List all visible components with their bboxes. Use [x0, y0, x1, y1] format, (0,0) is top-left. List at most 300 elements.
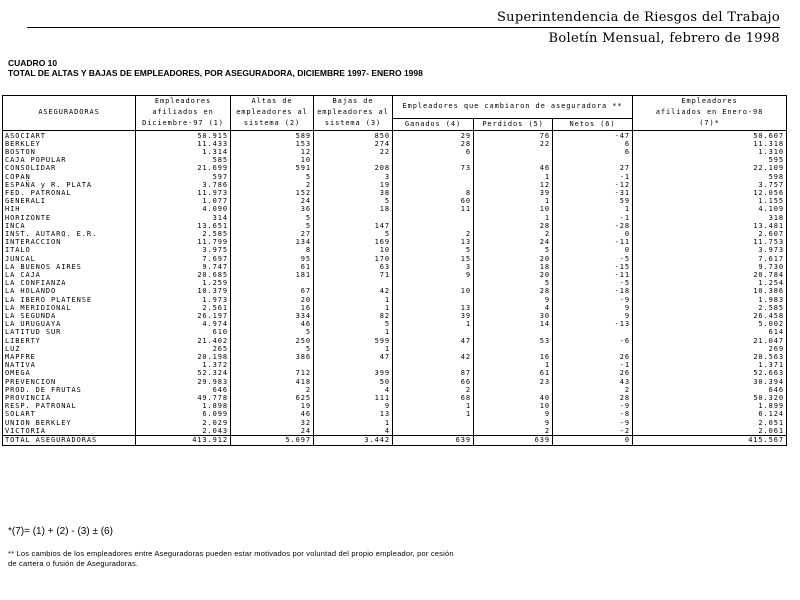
cell-aseguradora: LIBERTY: [3, 337, 136, 345]
cell-bajas: 71: [314, 271, 393, 279]
cell-bajas: 5: [314, 230, 393, 238]
cell-ganados: 10: [393, 287, 474, 295]
cell-afiliados-dic97: 49.778: [136, 394, 231, 402]
cell-ganados: [393, 214, 474, 222]
cell-aseguradora: PROVINCIA: [3, 394, 136, 402]
cell-afiliados-ene98: 1.310: [633, 148, 787, 156]
cell-perdidos: 9: [474, 410, 553, 418]
cell-ganados: [393, 345, 474, 353]
cell-perdidos: 1: [474, 214, 553, 222]
cell-bajas: 1: [314, 296, 393, 304]
cell-bajas: 274: [314, 140, 393, 148]
cell-afiliados-dic97: 20.198: [136, 353, 231, 361]
cell-afiliados-ene98: 22.109: [633, 164, 787, 172]
cell-ganados: 13: [393, 304, 474, 312]
table-caption: [8, 58, 423, 78]
cell-ganados: [393, 173, 474, 181]
cell-altas: 2: [231, 386, 314, 394]
col-header-1-line1: Empleadores: [136, 96, 231, 108]
cell-afiliados-ene98: 2.051: [633, 419, 787, 427]
col-header-perdidos: Perdidos (5): [474, 118, 553, 130]
cell-ganados: 6: [393, 148, 474, 156]
table-row: [3, 181, 787, 189]
table-row: [3, 378, 787, 386]
cell-altas: 20: [231, 296, 314, 304]
cell-altas: [231, 279, 314, 287]
table-row: [3, 427, 787, 436]
cell-afiliados-ene98: 1.899: [633, 402, 787, 410]
cell-afiliados-ene98: 5.002: [633, 320, 787, 328]
cell-netos: [553, 345, 633, 353]
cell-afiliados-ene98: 646: [633, 386, 787, 394]
col-header-netos: Netos (6): [553, 118, 633, 130]
cell-perdidos: 28: [474, 287, 553, 295]
cell-bajas: 147: [314, 222, 393, 230]
cell-altas: 61: [231, 263, 314, 271]
cell-bajas: [314, 279, 393, 287]
cell-ganados: 47: [393, 337, 474, 345]
cell-afiliados-dic97: 20.685: [136, 271, 231, 279]
table-row: [3, 205, 787, 213]
cell-afiliados-ene98: 13.481: [633, 222, 787, 230]
table-row: [3, 279, 787, 287]
table-row: [3, 189, 787, 197]
cell-altas: 95: [231, 255, 314, 263]
cell-afiliados-dic97: 9.747: [136, 263, 231, 271]
cell-afiliados-dic97: 11.799: [136, 238, 231, 246]
cell-perdidos: 23: [474, 378, 553, 386]
cell-afiliados-dic97: 1.372: [136, 361, 231, 369]
cell-aseguradora: OMEGA: [3, 369, 136, 377]
cell-netos: -9: [553, 419, 633, 427]
cell-netos: 6: [553, 140, 633, 148]
cell-afiliados-ene98: 1.983: [633, 296, 787, 304]
cell-ganados: [393, 279, 474, 287]
cell-altas: 250: [231, 337, 314, 345]
total-afiliados-dic97: 413.912: [136, 436, 231, 446]
cell-afiliados-dic97: 585: [136, 156, 231, 164]
cell-bajas: 18: [314, 205, 393, 213]
cell-aseguradora: JUNCAL: [3, 255, 136, 263]
cell-afiliados-dic97: 2.561: [136, 304, 231, 312]
col-header-7-line2: afiliados en Enero-98: [633, 107, 787, 118]
table-row: [3, 238, 787, 246]
cell-altas: 46: [231, 410, 314, 418]
col-header-3-line1: Bajas de: [314, 96, 393, 108]
cell-afiliados-dic97: 597: [136, 173, 231, 181]
cell-afiliados-dic97: 314: [136, 214, 231, 222]
total-ganados: 639: [393, 436, 474, 446]
cell-perdidos: 1: [474, 173, 553, 181]
cell-aseguradora: VICTORIA: [3, 427, 136, 436]
cell-altas: 5: [231, 214, 314, 222]
table-row: [3, 263, 787, 271]
cell-bajas: 13: [314, 410, 393, 418]
table-row: [3, 230, 787, 238]
cell-altas: 5: [231, 173, 314, 181]
cell-aseguradora: LA CAJA: [3, 271, 136, 279]
cell-perdidos: 24: [474, 238, 553, 246]
cell-aseguradora: LA URUGUAYA: [3, 320, 136, 328]
cell-afiliados-ene98: 598: [633, 173, 787, 181]
table-row: [3, 246, 787, 254]
cell-aseguradora: BERKLEY: [3, 140, 136, 148]
table-row: [3, 402, 787, 410]
cell-ganados: 1: [393, 410, 474, 418]
cell-afiliados-dic97: 646: [136, 386, 231, 394]
cell-afiliados-ene98: 3.757: [633, 181, 787, 189]
table-row: [3, 130, 787, 140]
table-row: [3, 271, 787, 279]
table-row: [3, 164, 787, 172]
cell-netos: 9: [553, 304, 633, 312]
cell-afiliados-ene98: 3.973: [633, 246, 787, 254]
table-row: [3, 222, 787, 230]
cell-altas: 27: [231, 230, 314, 238]
cell-netos: 0: [553, 246, 633, 254]
cell-afiliados-dic97: 50.915: [136, 130, 231, 140]
total-aseguradora: TOTAL ASEGURADORAS: [3, 436, 136, 446]
cell-afiliados-dic97: 1.259: [136, 279, 231, 287]
cell-perdidos: 20: [474, 255, 553, 263]
cell-perdidos: 30: [474, 312, 553, 320]
cell-bajas: [314, 214, 393, 222]
cell-afiliados-ene98: 21.047: [633, 337, 787, 345]
cell-ganados: [393, 181, 474, 189]
col-header-7-line3: (7)*: [633, 118, 787, 130]
cell-afiliados-ene98: 20.563: [633, 353, 787, 361]
cell-netos: 28: [553, 394, 633, 402]
table-row: [3, 369, 787, 377]
cell-aseguradora: LUZ: [3, 345, 136, 353]
table-row: [3, 197, 787, 205]
cell-bajas: 5: [314, 197, 393, 205]
total-bajas: 3.442: [314, 436, 393, 446]
cell-aseguradora: ESPAÑA y R. PLATA: [3, 181, 136, 189]
cell-afiliados-dic97: 1.898: [136, 402, 231, 410]
cell-bajas: 9: [314, 402, 393, 410]
cell-afiliados-ene98: 20.784: [633, 271, 787, 279]
col-header-2-line2: empleadores al: [231, 107, 314, 118]
table-row: [3, 386, 787, 394]
cell-netos: -31: [553, 189, 633, 197]
cell-netos: -47: [553, 130, 633, 140]
cell-netos: -5: [553, 255, 633, 263]
publication-subtitle: Boletín Mensual, febrero de 1998: [548, 31, 780, 46]
cell-aseguradora: BOSTON: [3, 148, 136, 156]
cell-perdidos: 16: [474, 353, 553, 361]
cell-netos: -28: [553, 222, 633, 230]
cell-altas: 8: [231, 246, 314, 254]
col-header-7-line1: Empleadores: [633, 96, 787, 108]
col-header-1-line3: Diciembre-97 (1): [136, 118, 231, 130]
cell-ganados: 29: [393, 130, 474, 140]
cell-bajas: 42: [314, 287, 393, 295]
cell-bajas: 1: [314, 345, 393, 353]
cell-bajas: 4: [314, 386, 393, 394]
cell-aseguradora: NATIVA: [3, 361, 136, 369]
cell-afiliados-dic97: 2.043: [136, 427, 231, 436]
cell-aseguradora: LA BUENOS AIRES: [3, 263, 136, 271]
cell-bajas: 399: [314, 369, 393, 377]
cell-ganados: 39: [393, 312, 474, 320]
cell-ganados: 5: [393, 246, 474, 254]
cell-altas: 24: [231, 197, 314, 205]
cell-afiliados-ene98: 269: [633, 345, 787, 353]
total-netos: 0: [553, 436, 633, 446]
changes-footnote-line1: ** Los cambios de los empleadores entre Aseguradoras pueden estar motivados por voluntad del propio empleador, por cesión: [8, 549, 454, 558]
cell-perdidos: 1: [474, 361, 553, 369]
cell-perdidos: 12: [474, 181, 553, 189]
cell-altas: 5: [231, 328, 314, 336]
cell-bajas: 599: [314, 337, 393, 345]
cell-perdidos: 10: [474, 402, 553, 410]
cell-ganados: 3: [393, 263, 474, 271]
cell-ganados: 9: [393, 271, 474, 279]
cell-aseguradora: HIH: [3, 205, 136, 213]
cell-aseguradora: LA IBERO PLATENSE: [3, 296, 136, 304]
table-title: TOTAL DE ALTAS Y BAJAS DE EMPLEADORES, POR ASEGURADORA, DICIEMBRE 1997- ENERO 1998: [8, 68, 423, 78]
cell-afiliados-dic97: 610: [136, 328, 231, 336]
col-header-3-line3: sistema (3): [314, 118, 393, 130]
cell-afiliados-ene98: 11.318: [633, 140, 787, 148]
cell-netos: 59: [553, 197, 633, 205]
cell-ganados: [393, 222, 474, 230]
table-row: [3, 410, 787, 418]
cell-perdidos: 9: [474, 419, 553, 427]
cell-altas: 589: [231, 130, 314, 140]
cell-perdidos: 18: [474, 263, 553, 271]
cell-perdidos: 14: [474, 320, 553, 328]
cell-bajas: 38: [314, 189, 393, 197]
cell-aseguradora: INTERACCION: [3, 238, 136, 246]
cell-altas: 24: [231, 427, 314, 436]
col-header-group: Empleadores que cambiaron de aseguradora **: [393, 96, 633, 119]
table-row: [3, 328, 787, 336]
cell-afiliados-ene98: 52.663: [633, 369, 787, 377]
cell-netos: -11: [553, 271, 633, 279]
cell-altas: 334: [231, 312, 314, 320]
cell-altas: 134: [231, 238, 314, 246]
table-row: [3, 287, 787, 295]
cell-ganados: [393, 296, 474, 304]
cell-ganados: 73: [393, 164, 474, 172]
cell-aseguradora: LA SEGUNDA: [3, 312, 136, 320]
cell-aseguradora: PROD. DE FRUTAS: [3, 386, 136, 394]
cell-afiliados-ene98: 9.730: [633, 263, 787, 271]
cell-aseguradora: SOLART: [3, 410, 136, 418]
cell-aseguradora: ITALO: [3, 246, 136, 254]
cell-afiliados-dic97: 4.974: [136, 320, 231, 328]
cell-altas: 418: [231, 378, 314, 386]
cell-aseguradora: LA CONFIANZA: [3, 279, 136, 287]
cell-ganados: 68: [393, 394, 474, 402]
cell-afiliados-ene98: 50.607: [633, 130, 787, 140]
table-row: [3, 304, 787, 312]
cell-afiliados-ene98: 1.254: [633, 279, 787, 287]
table-row: [3, 255, 787, 263]
cell-ganados: 28: [393, 140, 474, 148]
cell-ganados: 2: [393, 230, 474, 238]
col-header-ganados: Ganados (4): [393, 118, 474, 130]
cell-netos: 1: [553, 205, 633, 213]
cell-netos: 26: [553, 353, 633, 361]
table-row: [3, 337, 787, 345]
cell-netos: -18: [553, 287, 633, 295]
cell-perdidos: [474, 148, 553, 156]
cell-afiliados-dic97: 7.697: [136, 255, 231, 263]
cell-afiliados-ene98: 7.617: [633, 255, 787, 263]
cell-netos: -8: [553, 410, 633, 418]
cell-aseguradora: COPAN: [3, 173, 136, 181]
cell-afiliados-ene98: 6.124: [633, 410, 787, 418]
cell-perdidos: [474, 345, 553, 353]
cell-afiliados-dic97: 3.786: [136, 181, 231, 189]
cell-aseguradora: FED. PATRONAL: [3, 189, 136, 197]
cell-ganados: 1: [393, 320, 474, 328]
table-row: [3, 320, 787, 328]
cell-netos: -13: [553, 320, 633, 328]
cell-perdidos: [474, 328, 553, 336]
cell-netos: -12: [553, 181, 633, 189]
cell-bajas: 5: [314, 320, 393, 328]
cell-altas: 5: [231, 222, 314, 230]
cell-aseguradora: LA MERIDIONAL: [3, 304, 136, 312]
cell-bajas: 170: [314, 255, 393, 263]
header-rule: [27, 27, 780, 28]
cell-aseguradora: GENERALI: [3, 197, 136, 205]
cell-netos: -9: [553, 296, 633, 304]
cell-netos: 0: [553, 230, 633, 238]
cell-afiliados-ene98: 318: [633, 214, 787, 222]
cell-netos: 26: [553, 369, 633, 377]
cell-aseguradora: CAJA POPULAR: [3, 156, 136, 164]
cell-afiliados-ene98: 614: [633, 328, 787, 336]
cell-bajas: 850: [314, 130, 393, 140]
cell-altas: 67: [231, 287, 314, 295]
table-row: [3, 345, 787, 353]
cell-ganados: 8: [393, 189, 474, 197]
cell-ganados: 66: [393, 378, 474, 386]
cell-ganados: [393, 361, 474, 369]
cell-bajas: [314, 361, 393, 369]
cell-netos: 43: [553, 378, 633, 386]
cell-ganados: [393, 156, 474, 164]
cell-afiliados-ene98: 2.061: [633, 427, 787, 436]
cell-ganados: 13: [393, 238, 474, 246]
table-row: [3, 214, 787, 222]
cell-perdidos: 2: [474, 230, 553, 238]
cell-aseguradora: INST. AUTARQ. E.R.: [3, 230, 136, 238]
table-row: [3, 148, 787, 156]
cell-perdidos: 2: [474, 427, 553, 436]
cell-perdidos: 39: [474, 189, 553, 197]
table-row: [3, 353, 787, 361]
cell-altas: 152: [231, 189, 314, 197]
cell-netos: -1: [553, 173, 633, 181]
cell-bajas: 1: [314, 304, 393, 312]
cell-bajas: 208: [314, 164, 393, 172]
cell-netos: 2: [553, 386, 633, 394]
cell-altas: 153: [231, 140, 314, 148]
cell-bajas: 169: [314, 238, 393, 246]
cell-afiliados-dic97: 29.983: [136, 378, 231, 386]
total-altas: 5.097: [231, 436, 314, 446]
table-number: CUADRO 10: [8, 58, 58, 68]
cell-altas: 12: [231, 148, 314, 156]
cell-altas: 181: [231, 271, 314, 279]
cell-aseguradora: LATITUD SUR: [3, 328, 136, 336]
cell-netos: -6: [553, 337, 633, 345]
cell-aseguradora: PREVENCION: [3, 378, 136, 386]
cell-perdidos: 46: [474, 164, 553, 172]
table-row: [3, 156, 787, 164]
cell-afiliados-ene98: 2.607: [633, 230, 787, 238]
cell-bajas: [314, 156, 393, 164]
col-header-aseguradoras: ASEGURADORAS: [3, 96, 136, 131]
cell-afiliados-ene98: 10.386: [633, 287, 787, 295]
employers-table: [2, 95, 787, 446]
cell-ganados: 11: [393, 205, 474, 213]
cell-aseguradora: CONSOLIDAR: [3, 164, 136, 172]
cell-afiliados-ene98: 50.320: [633, 394, 787, 402]
cell-altas: 591: [231, 164, 314, 172]
total-row: [3, 436, 787, 446]
cell-bajas: 50: [314, 378, 393, 386]
cell-ganados: 42: [393, 353, 474, 361]
cell-bajas: 19: [314, 181, 393, 189]
cell-netos: [553, 156, 633, 164]
cell-netos: -1: [553, 214, 633, 222]
table-row: [3, 173, 787, 181]
cell-altas: 625: [231, 394, 314, 402]
cell-afiliados-dic97: 2.029: [136, 419, 231, 427]
table-row: [3, 361, 787, 369]
cell-ganados: 60: [393, 197, 474, 205]
cell-afiliados-dic97: 4.090: [136, 205, 231, 213]
cell-ganados: 87: [393, 369, 474, 377]
cell-bajas: 1: [314, 328, 393, 336]
cell-afiliados-ene98: 30.394: [633, 378, 787, 386]
cell-bajas: 22: [314, 148, 393, 156]
cell-afiliados-ene98: 4.109: [633, 205, 787, 213]
changes-footnote-line2: de cartera o fusión de Aseguradoras.: [8, 559, 139, 568]
cell-bajas: 63: [314, 263, 393, 271]
table-row: [3, 296, 787, 304]
cell-afiliados-dic97: 1.314: [136, 148, 231, 156]
cell-afiliados-ene98: 11.753: [633, 238, 787, 246]
col-header-2-line3: sistema (2): [231, 118, 314, 130]
cell-afiliados-ene98: 2.585: [633, 304, 787, 312]
cell-altas: 712: [231, 369, 314, 377]
cell-perdidos: 1: [474, 197, 553, 205]
col-header-2-line1: Altas de: [231, 96, 314, 108]
cell-ganados: 15: [393, 255, 474, 263]
cell-netos: -11: [553, 238, 633, 246]
cell-bajas: 82: [314, 312, 393, 320]
cell-aseguradora: RESP. PATRONAL: [3, 402, 136, 410]
cell-perdidos: 61: [474, 369, 553, 377]
cell-altas: 386: [231, 353, 314, 361]
cell-afiliados-dic97: 26.197: [136, 312, 231, 320]
cell-afiliados-ene98: 1.155: [633, 197, 787, 205]
cell-perdidos: 28: [474, 222, 553, 230]
cell-perdidos: 22: [474, 140, 553, 148]
cell-afiliados-dic97: 10.379: [136, 287, 231, 295]
cell-afiliados-dic97: 11.973: [136, 189, 231, 197]
cell-perdidos: [474, 156, 553, 164]
cell-afiliados-dic97: 265: [136, 345, 231, 353]
